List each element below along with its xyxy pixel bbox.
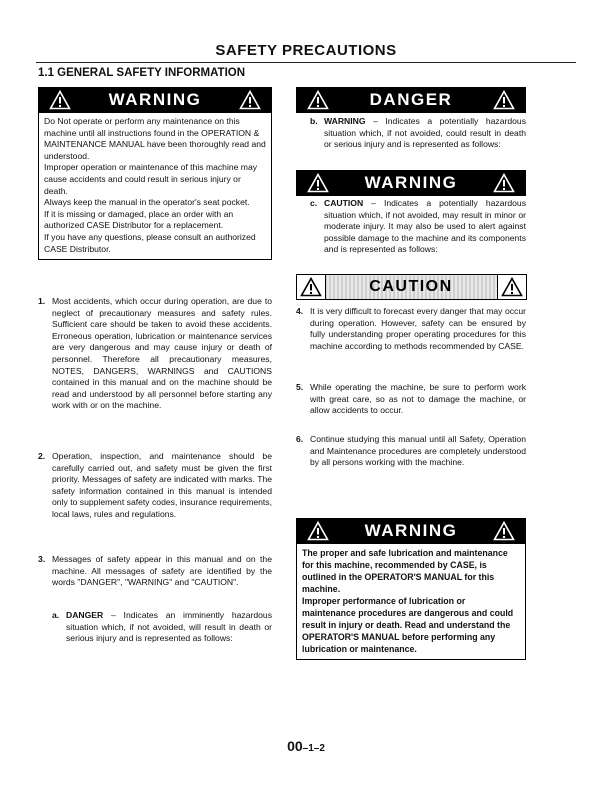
list-item — [38, 296, 272, 412]
warning-header — [296, 170, 526, 196]
item-text: Most accidents, which occur during operation, are due to neglect of precautionary measures and safety rules. Sufficient care should be taken to avoid these accidents. Erroneous operation, lubrication or maintenance services are very dangerous and may cause injury or death of personnel. Therefore all precautionary measures, NOTES, DANGERS, WARNINGS and CAUTIONS contained in this manual and on the machine should be read and understood by all personnel before starting any work with or on the machine. — [52, 296, 272, 411]
warning-word: WARNING — [364, 521, 458, 540]
subitem-danger — [52, 610, 272, 645]
caution-header — [296, 274, 526, 300]
list-item — [38, 451, 272, 521]
subitem-keyword: CAUTION — [324, 198, 364, 208]
warning-triangle-icon — [239, 90, 261, 110]
page-title: SAFETY PRECAUTIONS — [215, 42, 397, 59]
subitem-warning — [310, 116, 526, 151]
warning-line: Do Not operate or perform any maintenance on this machine until all instructions found in the OPERATION & MAINTENANCE MANUAL have been thoroughly read and understood. — [44, 116, 266, 161]
danger-signal — [296, 87, 526, 113]
item-number: 3. — [38, 554, 46, 564]
warning-triangle-icon — [493, 521, 515, 541]
subitem-text: – Indicates a potentially hazardous situation which, if not avoided, could result in death or serious injury and is represented as follows: — [324, 116, 526, 150]
item-number: 5. — [296, 382, 304, 392]
page-number — [0, 738, 612, 754]
item-text: Operation, inspection, and maintenance should be carefully carried out, and safety must be given the first priority. Messages of safety are indicated with marks. The safety information contained in this manual is intended only to supplement safety codes, insurance requirements, local laws, rules and regulations. — [52, 451, 272, 519]
subitem-keyword: WARNING — [324, 116, 366, 126]
list-item — [296, 306, 526, 352]
warning-line: Improper operation or maintenance of this machine may cause accidents and could result in serious injury or death. — [44, 162, 258, 196]
warning-line: If you have any questions, please consult an authorized CASE Distributor. — [44, 231, 256, 254]
item-number: 2. — [38, 451, 46, 461]
item-number: 4. — [296, 306, 304, 316]
danger-word: DANGER — [369, 90, 453, 109]
item-number: 6. — [296, 434, 304, 444]
subitem-caution — [310, 198, 526, 256]
warning-triangle-icon — [493, 173, 515, 193]
danger-header — [296, 87, 526, 113]
warning-line: Always keep the manual in the operator's seat pocket. — [44, 197, 250, 208]
warning-triangle-icon — [501, 277, 523, 297]
warning-word: WARNING — [364, 173, 458, 192]
item-text: Messages of safety appear in this manual and on the machine. All messages of safety are identified by the words "DANGER", "WARNING" and "CAUTION". — [52, 554, 272, 588]
warning-header — [296, 518, 526, 544]
item-text: It is very difficult to forecast every danger that may occur during operation. However, safety can be ensured by fully understanding proper operating procedures for this machine according to methods recommended by CASE. — [310, 306, 526, 351]
page-number-suffix: –1–2 — [302, 743, 325, 754]
warning-line: If it is missing or damaged, place an order with an authorized CASE Distributor for a replacement. — [44, 208, 234, 231]
subitem-keyword: DANGER — [66, 610, 104, 620]
list-item — [296, 382, 526, 417]
subitem-text: – Indicates an imminently hazardous situation which, if not avoided, will result in death or serious injury and is represented as follows: — [66, 610, 272, 644]
caution-word: CAUTION — [369, 278, 453, 295]
section-title: 1.1 GENERAL SAFETY INFORMATION — [38, 67, 246, 79]
subitem-label: b. — [310, 116, 318, 126]
title-rule — [36, 62, 576, 63]
item-text: While operating the machine, be sure to perform work with great care, so as not to damage the machine, or allow accidents to occur. — [310, 382, 526, 416]
caution-signal — [296, 274, 526, 300]
item-text: Continue studying this manual until all Safety, Operation and Maintenance procedures are completely understood by all persons working with the machine. — [310, 434, 526, 468]
warning-box-general — [38, 87, 272, 260]
list-item — [296, 434, 526, 469]
page-number-main: 00 — [287, 738, 303, 754]
list-item — [38, 554, 272, 589]
warning-box-lubrication — [296, 518, 526, 660]
warning-body — [296, 544, 526, 660]
warning-line: The proper and safe lubrication and maintenance for this machine, recommended by CASE, is outlined in the OPERATOR'S MANUAL for this machine. — [302, 548, 508, 594]
warning-line: Improper performance of lubrication or maintenance procedures are dangerous and could result in injury or death. Read and understand the OPERATOR'S MANUAL before performing any lubrication or maintenance. — [302, 596, 514, 654]
subitem-label: a. — [52, 610, 60, 620]
warning-header — [38, 87, 272, 113]
warning-word: WARNING — [108, 90, 202, 109]
warning-body — [38, 113, 272, 260]
warning-signal — [296, 170, 526, 196]
subitem-text: – Indicates a potentially hazardous situation which, if not avoided, may result in minor or moderate injury. It may also be used to alert against possible damage to the machine and its components and is represented as follows: — [324, 198, 526, 255]
subitem-label: c. — [310, 198, 318, 208]
item-number: 1. — [38, 296, 46, 306]
caution-triangle-box — [497, 274, 527, 300]
warning-triangle-icon — [493, 90, 515, 110]
